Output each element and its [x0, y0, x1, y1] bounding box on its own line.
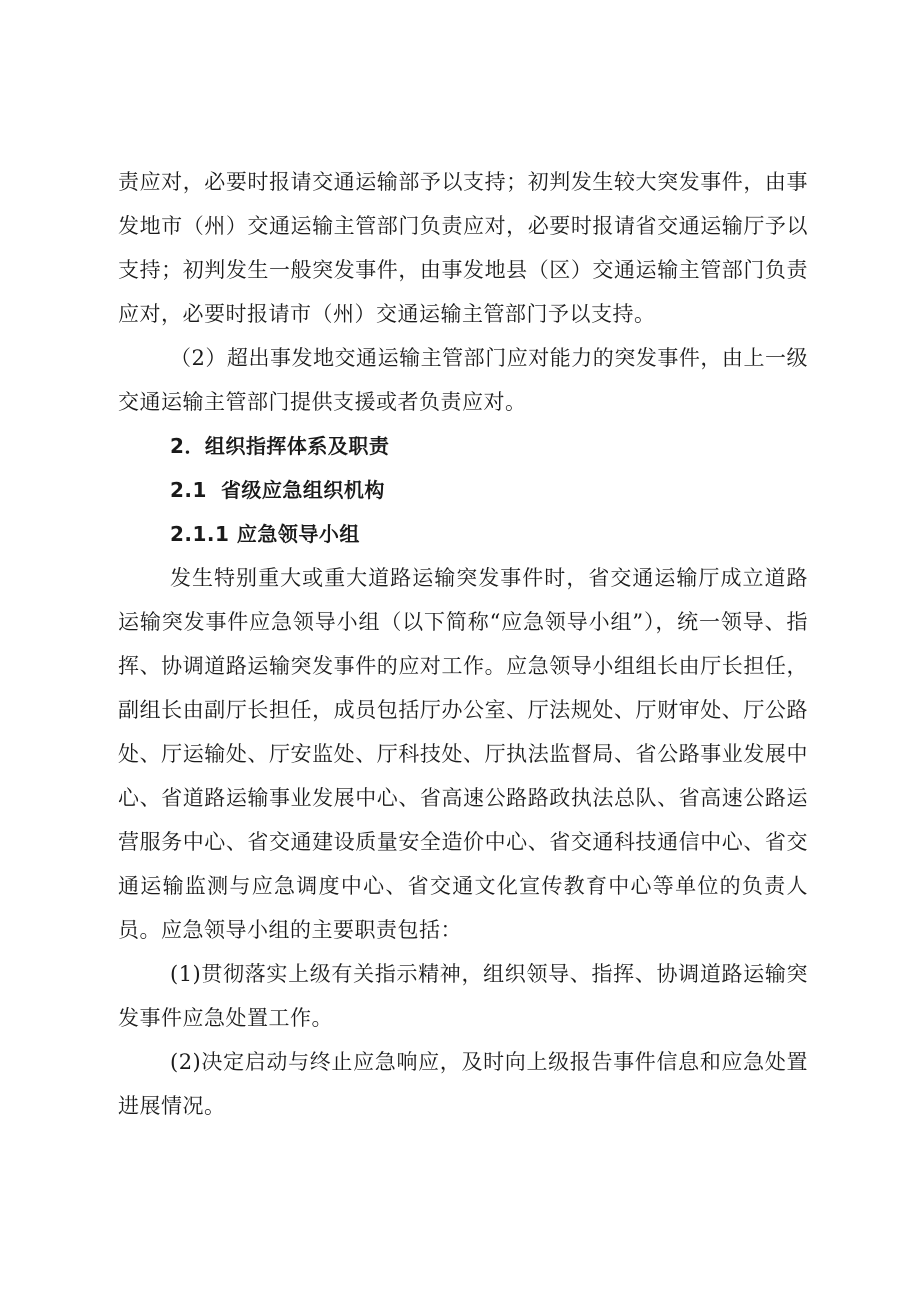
- paragraph-leadership-group: 发生特别重大或重大道路运输突发事件时，省交通运输厅成立道路运输突发事件应急领导小组（以下简称“应急领导小组”），统一领导、指挥、协调道路运输突发事件的应对工作。应急领导小组组长由厅长担任，副组长由副厅长担任，成员包括厅办公室、厅法规处、厅财审处、厅公路处、厅运输处、厅安监处、厅科技处、厅执法监督局、省公路事业发展中心、省道路运输事业发展中心、省高速公路路政执法总队、省高速公路运营服务中心、省交通建设质量安全造价中心、省交通科技通信中心、省交通运输监测与应急调度中心、省交通文化宣传教育中心等单位的负责人员。应急领导小组的主要职责包括：: [118, 566, 808, 942]
- paragraph-duty-2: (2)决定启动与终止应急响应，及时向上级报告事件信息和应急处置进展情况。: [118, 1050, 808, 1118]
- section-title-2-1: 省级应急组织机构: [220, 478, 385, 502]
- section-heading-2-1-1: 2.1.1 应急领导小组: [170, 522, 360, 546]
- section-heading-2-1: [118, 468, 808, 512]
- paragraph-duty-1: (1)贯彻落实上级有关指示精神，组织领导、指挥、协调道路运输突发事件应急处置工作。: [118, 962, 808, 1030]
- section-heading-2: 2．组织指挥体系及职责: [170, 434, 390, 458]
- paragraph-continuation: 责应对，必要时报请交通运输部予以支持；初判发生较大突发事件，由事发地市（州）交通运输主管部门负责应对，必要时报请省交通运输厅予以支持；初判发生一般突发事件，由事发地县（区）交通运输主管部门负责应对，必要时报请市（州）交通运输主管部门予以支持。: [118, 170, 808, 326]
- section-number-2-1: 2.1: [170, 478, 207, 502]
- document-body: [118, 160, 808, 1128]
- paragraph-item-2: （2）超出事发地交通运输主管部门应对能力的突发事件，由上一级交通运输主管部门提供支援或者负责应对。: [118, 346, 808, 414]
